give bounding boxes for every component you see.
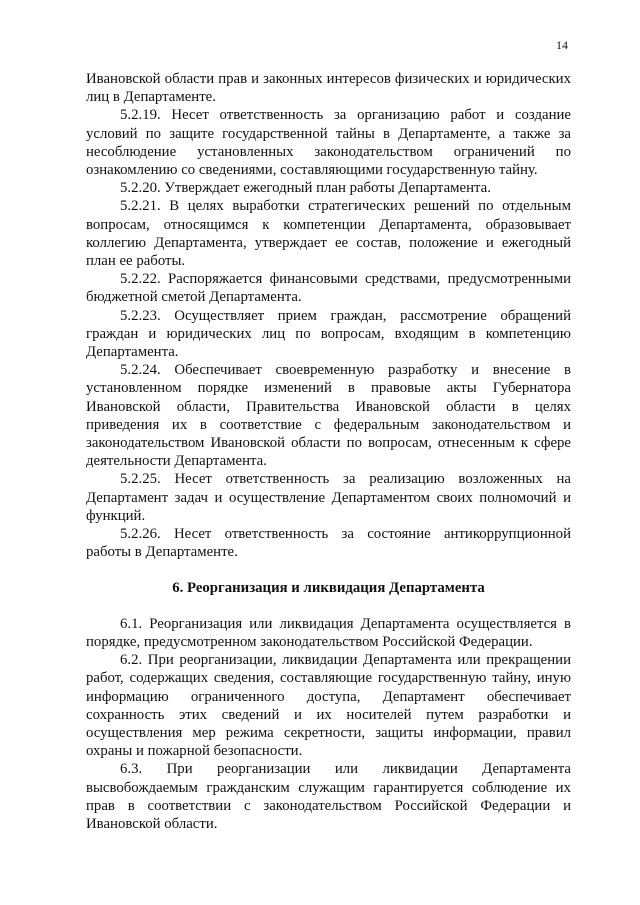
paragraph: Ивановской области прав и законных интересов физических и юридических лиц в Департаменте. bbox=[86, 71, 571, 106]
page-number: 14 bbox=[556, 38, 568, 52]
paragraph-group-section-6 bbox=[86, 615, 571, 833]
paragraph: 5.2.22. Распоряжается финансовыми средствами, предусмотренными бюджетной сметой Департамента. bbox=[86, 271, 571, 306]
paragraph: 5.2.26. Несет ответственность за состояние антикоррупционной работы в Департаменте. bbox=[86, 526, 571, 561]
paragraph: 6.1. Реорганизация или ликвидация Департамента осуществляется в порядке, предусмотренном законодательством Российской Федерации. bbox=[86, 615, 571, 650]
section-spacer bbox=[86, 598, 571, 615]
section-heading: 6. Реорганизация и ликвидация Департамента bbox=[172, 580, 485, 597]
paragraph: 5.2.23. Осуществляет прием граждан, рассмотрение обращений граждан и юридических лиц по вопросам, входящим в компетенцию Департамента. bbox=[86, 307, 571, 361]
paragraph: 6.3. При реорганизации или ликвидации Департамента высвобождаемым гражданским служащим гарантируется соблюдение их прав в соответствии с законодательством Российской Федерации и Ивановской области. bbox=[86, 761, 571, 832]
paragraph-group-section-5 bbox=[86, 70, 571, 561]
paragraph: 6.2. При реорганизации, ликвидации Департамента или прекращении работ, содержащих сведения, составляющие государственную тайну, иную информацию ограниченного доступа, Департамент обеспечивает сохранность этих сведений и их носителей путем разработки и осуществления мер режима секретности, защиты информации, правил охраны и пожарной безопасности. bbox=[86, 652, 571, 760]
document-body bbox=[86, 70, 571, 833]
paragraph: 5.2.21. В целях выработки стратегических решений по отдельным вопросам, относящимся к компетенции Департамента, образовывает коллегию Департамента, утверждает ее состав, положение и ежегодный план ее работы. bbox=[86, 198, 571, 270]
paragraph: 5.2.24. Обеспечивает своевременную разработку и внесение в установленном порядке изменений в правовые акты Губернатора Ивановской области, Правительства Ивановской области в целях приведения их в соответствие с федеральным законодательством и законодательством Ивановской области по вопросам, отнесенным к сфере деятельности Департамента. bbox=[86, 362, 571, 470]
paragraph: 5.2.20. Утверждает ежегодный план работы Департамента. bbox=[120, 180, 491, 197]
paragraph: 5.2.19. Несет ответственность за организацию работ и создание условий по защите государственной тайны в Департаменте, а также за несоблюдение установленных законодательством ограничений по ознакомлению со сведениями, составляющими государственную тайну. bbox=[86, 107, 571, 179]
paragraph: 5.2.25. Несет ответственность за реализацию возложенных на Департамент задач и осуществление Департаментом своих полномочий и функций. bbox=[86, 471, 571, 524]
